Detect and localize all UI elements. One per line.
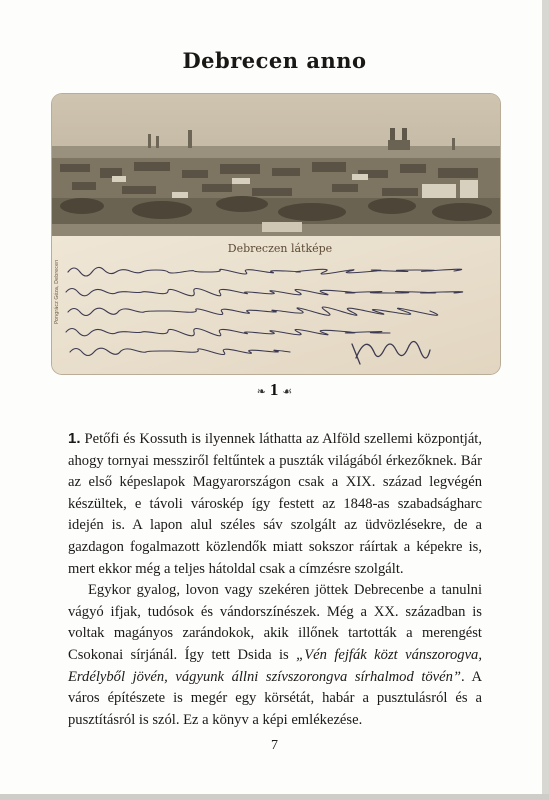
paragraph-2-text-a: Egykor gyalog, lovon vagy szekéren jöttek Debrecenbe a tanulni vágyó ifjak, tudósok és vándorszínészek. Még a XX. században is voltak magányos zarándokok, akik illőnek tartották a merengést Csokonai sírjánál. Így tett Dsida is [68, 582, 482, 663]
city-panorama-photo [52, 94, 500, 236]
figure-number: 1 [269, 380, 279, 399]
page-edge-bottom [0, 794, 549, 800]
paragraph-2 [68, 580, 482, 731]
paragraph-2-text-b: . A város építészete is megér egy körsétát, habár a pusztulásról és a pusztításról is szól. Ez a könyv a képi emlékezése. [68, 668, 482, 728]
page-number: 7 [271, 738, 278, 753]
figure-caption [0, 380, 549, 400]
paragraph-1 [68, 428, 482, 580]
postcard-publisher-imprint: Pongrácz Géza, Debrecen [54, 259, 60, 324]
postcard-printed-title: Debreczen látképe [227, 242, 333, 255]
body-text [68, 428, 482, 731]
page-edge-right [542, 0, 549, 800]
paragraph-number: 1. [68, 430, 81, 447]
ornament-right-icon: ☙ [282, 386, 293, 398]
postcard-image [52, 94, 500, 374]
ornament-left-icon: ❧ [256, 386, 266, 398]
paragraph-1-text: Petőfi és Kossuth is ilyennek láthatta az Alföld szellemi központját, ahogy tornyai messziről feltűntek a puszták világából érkezőknek. Bár az első képeslapok Magyarországon csak a XIX. század legvégén készültek, e távoli városkép így festett az 1848-as szabadságharc idején is. A lapon alul széles sáv szolgált az üdvözlésekre, de a gazdagon fogalmazott közlendők miatt sokszor ráírtak a képekre is, mert ekkor még a teljes hátoldal csak a címzésre szolgált. [68, 431, 482, 577]
poem-quote: „Vén fejfák közt vánszorogva, Erdélyből jövén, vágyunk állni szívszorongva sírhalmod tövén” [68, 646, 482, 685]
page-title: Debrecen anno [182, 48, 367, 73]
